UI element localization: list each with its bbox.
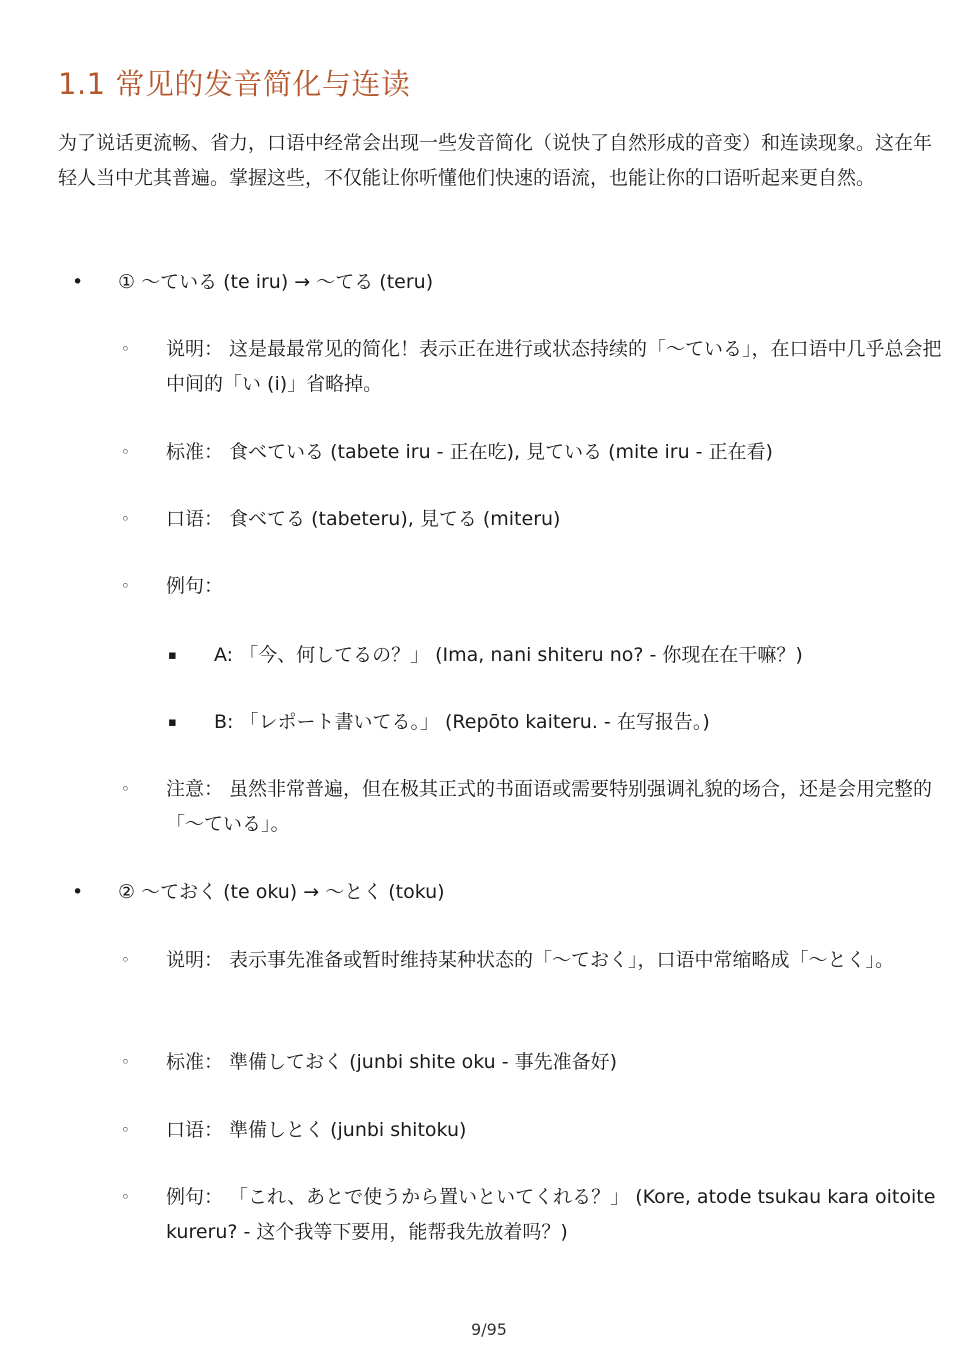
bullet-square: ▪ xyxy=(168,715,177,730)
section-title: 1.1 常见的发音简化与连读 xyxy=(58,67,411,101)
bullet-circle: ◦ xyxy=(121,340,130,358)
bullet-circle: ◦ xyxy=(121,951,130,969)
item-1-example-b: B: 「レポート書いてる。」 (Repōto kaiteru. - 在写报告。) xyxy=(214,711,710,733)
item-2-standard: 标准： 準備しておく (junbi shite oku - 事先准备好) xyxy=(166,1051,618,1073)
bullet-disc: • xyxy=(72,881,84,903)
page-number: 9/95 xyxy=(471,1320,507,1339)
item-1-example-label: 例句： xyxy=(166,575,224,597)
bullet-circle: ◦ xyxy=(121,1053,130,1071)
bullet-square: ▪ xyxy=(168,648,177,663)
bullet-circle: ◦ xyxy=(121,1121,130,1139)
intro-paragraph: 为了说话更流畅、省力，口语中经常会出现一些发音简化（说快了自然形成的音变）和连读现象。这在年轻人当中尤其普遍。掌握这些，不仅能让你听懂他们快速的语流，也能让你的口语听起来更自然。 xyxy=(58,132,933,189)
item-1-heading: ① ～ている (te iru) → ～てる (teru) xyxy=(118,271,434,293)
bullet-circle: ◦ xyxy=(121,577,130,595)
item-1-standard: 标准： 食べている (tabete iru - 正在吃), 見ている (mite iru - 正在看) xyxy=(166,441,773,463)
bullet-circle: ◦ xyxy=(121,510,130,528)
item-2-heading: ② ～ておく (te oku) → ～とく (toku) xyxy=(118,881,445,903)
bullet-circle: ◦ xyxy=(121,1188,130,1206)
item-1-spoken: 口语： 食べてる (tabeteru), 見てる (miteru) xyxy=(166,508,561,530)
bullet-circle: ◦ xyxy=(121,443,130,461)
bullet-circle: ◦ xyxy=(121,780,130,798)
item-1-explanation: 说明： 这是最最常见的简化！表示正在进行或状态持续的「～ている」，在口语中几乎总会把中间的「い (i)」省略掉。 xyxy=(166,338,942,395)
bullet-disc: • xyxy=(72,271,84,293)
item-2-explanation: 说明： 表示事先准备或暂时维持某种状态的「～ておく」，口语中常缩略成「～とく」。 xyxy=(166,949,895,971)
item-2-example: 例句： 「これ、あとで使うから置いといてくれる？」 (Kore, atode tsukau kara oitoite kureru? - 这个我等下要用，能帮我先放着吗？) xyxy=(166,1186,936,1243)
item-1-note: 注意： 虽然非常普遍，但在极其正式的书面语或需要特别强调礼貌的场合，还是会用完整的「～ている」。 xyxy=(166,778,933,835)
item-1-example-a: A: 「今、何してるの？」 (Ima, nani shiteru no? - 你现在在干嘛？) xyxy=(214,644,803,666)
item-2-spoken: 口语： 準備しとく (junbi shitoku) xyxy=(166,1119,467,1141)
